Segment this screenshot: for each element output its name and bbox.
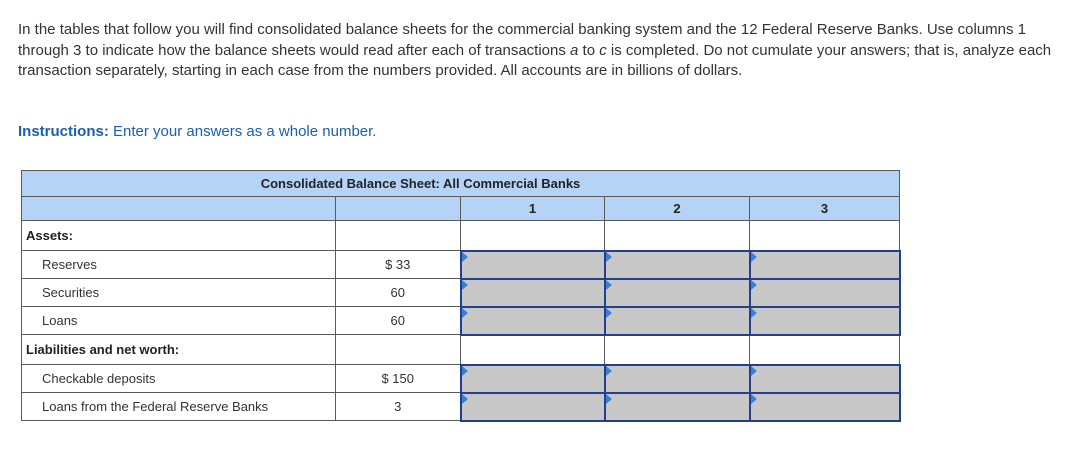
given-value-reserves: $ 33 — [336, 251, 461, 279]
assets-heading: Assets: — [22, 221, 336, 251]
instructions — [18, 122, 376, 142]
instructions-lead: Instructions: — [18, 123, 109, 140]
row-label-securities: Securities — [22, 279, 336, 307]
loans-col1-input[interactable] — [462, 308, 604, 334]
given-value-securities: 60 — [336, 279, 461, 307]
reserves-col3-input[interactable] — [751, 252, 899, 278]
securities-col1-cell[interactable] — [461, 279, 605, 307]
column-header-3: 3 — [750, 197, 900, 221]
loans-col3-cell[interactable] — [750, 307, 900, 335]
checkable-deposits-col2-cell[interactable] — [605, 365, 750, 393]
balance-sheet-commercial-banks — [21, 170, 901, 422]
checkable-deposits-col2-input[interactable] — [606, 366, 749, 392]
liabilities-heading-row — [22, 335, 900, 365]
row-label-reserves: Reserves — [22, 251, 336, 279]
securities-col3-cell[interactable] — [750, 279, 900, 307]
table-row-reserves — [22, 251, 900, 279]
table-row-checkable-deposits — [22, 365, 900, 393]
table-title: Consolidated Balance Sheet: All Commercial Banks — [22, 171, 900, 197]
given-value-loans-from-fed: 3 — [336, 393, 461, 421]
loans-fed-col2-input[interactable] — [606, 394, 749, 420]
loans-fed-col3-cell[interactable] — [750, 393, 900, 421]
table-title-row — [22, 171, 900, 197]
row-label-checkable-deposits: Checkable deposits — [22, 365, 336, 393]
checkable-deposits-col1-input[interactable] — [462, 366, 604, 392]
checkable-deposits-col3-cell[interactable] — [750, 365, 900, 393]
reserves-col1-cell[interactable] — [461, 251, 605, 279]
transaction-c-letter: c — [599, 41, 607, 59]
securities-col2-cell[interactable] — [605, 279, 750, 307]
reserves-col3-cell[interactable] — [750, 251, 900, 279]
loans-fed-col3-input[interactable] — [751, 394, 899, 420]
column-header-2: 2 — [605, 197, 750, 221]
loans-col3-input[interactable] — [751, 308, 899, 334]
loans-fed-col2-cell[interactable] — [605, 393, 750, 421]
given-value-loans: 60 — [336, 307, 461, 335]
header-blank-label — [22, 197, 336, 221]
reserves-col2-input[interactable] — [606, 252, 749, 278]
column-header-1: 1 — [461, 197, 605, 221]
securities-col3-input[interactable] — [751, 280, 899, 306]
checkable-deposits-col3-input[interactable] — [751, 366, 899, 392]
loans-fed-col1-input[interactable] — [462, 394, 604, 420]
assets-heading-row — [22, 221, 900, 251]
reserves-col2-cell[interactable] — [605, 251, 750, 279]
loans-col2-cell[interactable] — [605, 307, 750, 335]
table-row-loans-from-fed — [22, 393, 900, 421]
liabilities-heading: Liabilities and net worth: — [22, 335, 336, 365]
row-label-loans: Loans — [22, 307, 336, 335]
loans-fed-col1-cell[interactable] — [461, 393, 605, 421]
table-row-loans — [22, 307, 900, 335]
column-header-row — [22, 197, 900, 221]
loans-col2-input[interactable] — [606, 308, 749, 334]
instructions-text: Enter your answers as a whole number. — [108, 123, 377, 140]
securities-col1-input[interactable] — [462, 280, 604, 306]
table-row-securities — [22, 279, 900, 307]
problem-description: In the tables that follow you will find consolidated balance sheets for the commercial banking system and the 12 Federal Reserve Banks. Use columns 1 through 3 to indicate how the balance sheets would read after each of transactions a to c is completed. Do not cumulate your answers; that is, analyze each transaction separately, starting in each case from the numbers provided. All accounts are in billions of dollars. — [18, 21, 1052, 79]
checkable-deposits-col1-cell[interactable] — [461, 365, 605, 393]
securities-col2-input[interactable] — [606, 280, 749, 306]
given-value-checkable-deposits: $ 150 — [336, 365, 461, 393]
row-label-loans-from-fed: Loans from the Federal Reserve Banks — [22, 393, 336, 421]
transaction-a-letter: a — [570, 41, 579, 59]
loans-col1-cell[interactable] — [461, 307, 605, 335]
header-blank-given — [336, 197, 461, 221]
reserves-col1-input[interactable] — [462, 252, 604, 278]
